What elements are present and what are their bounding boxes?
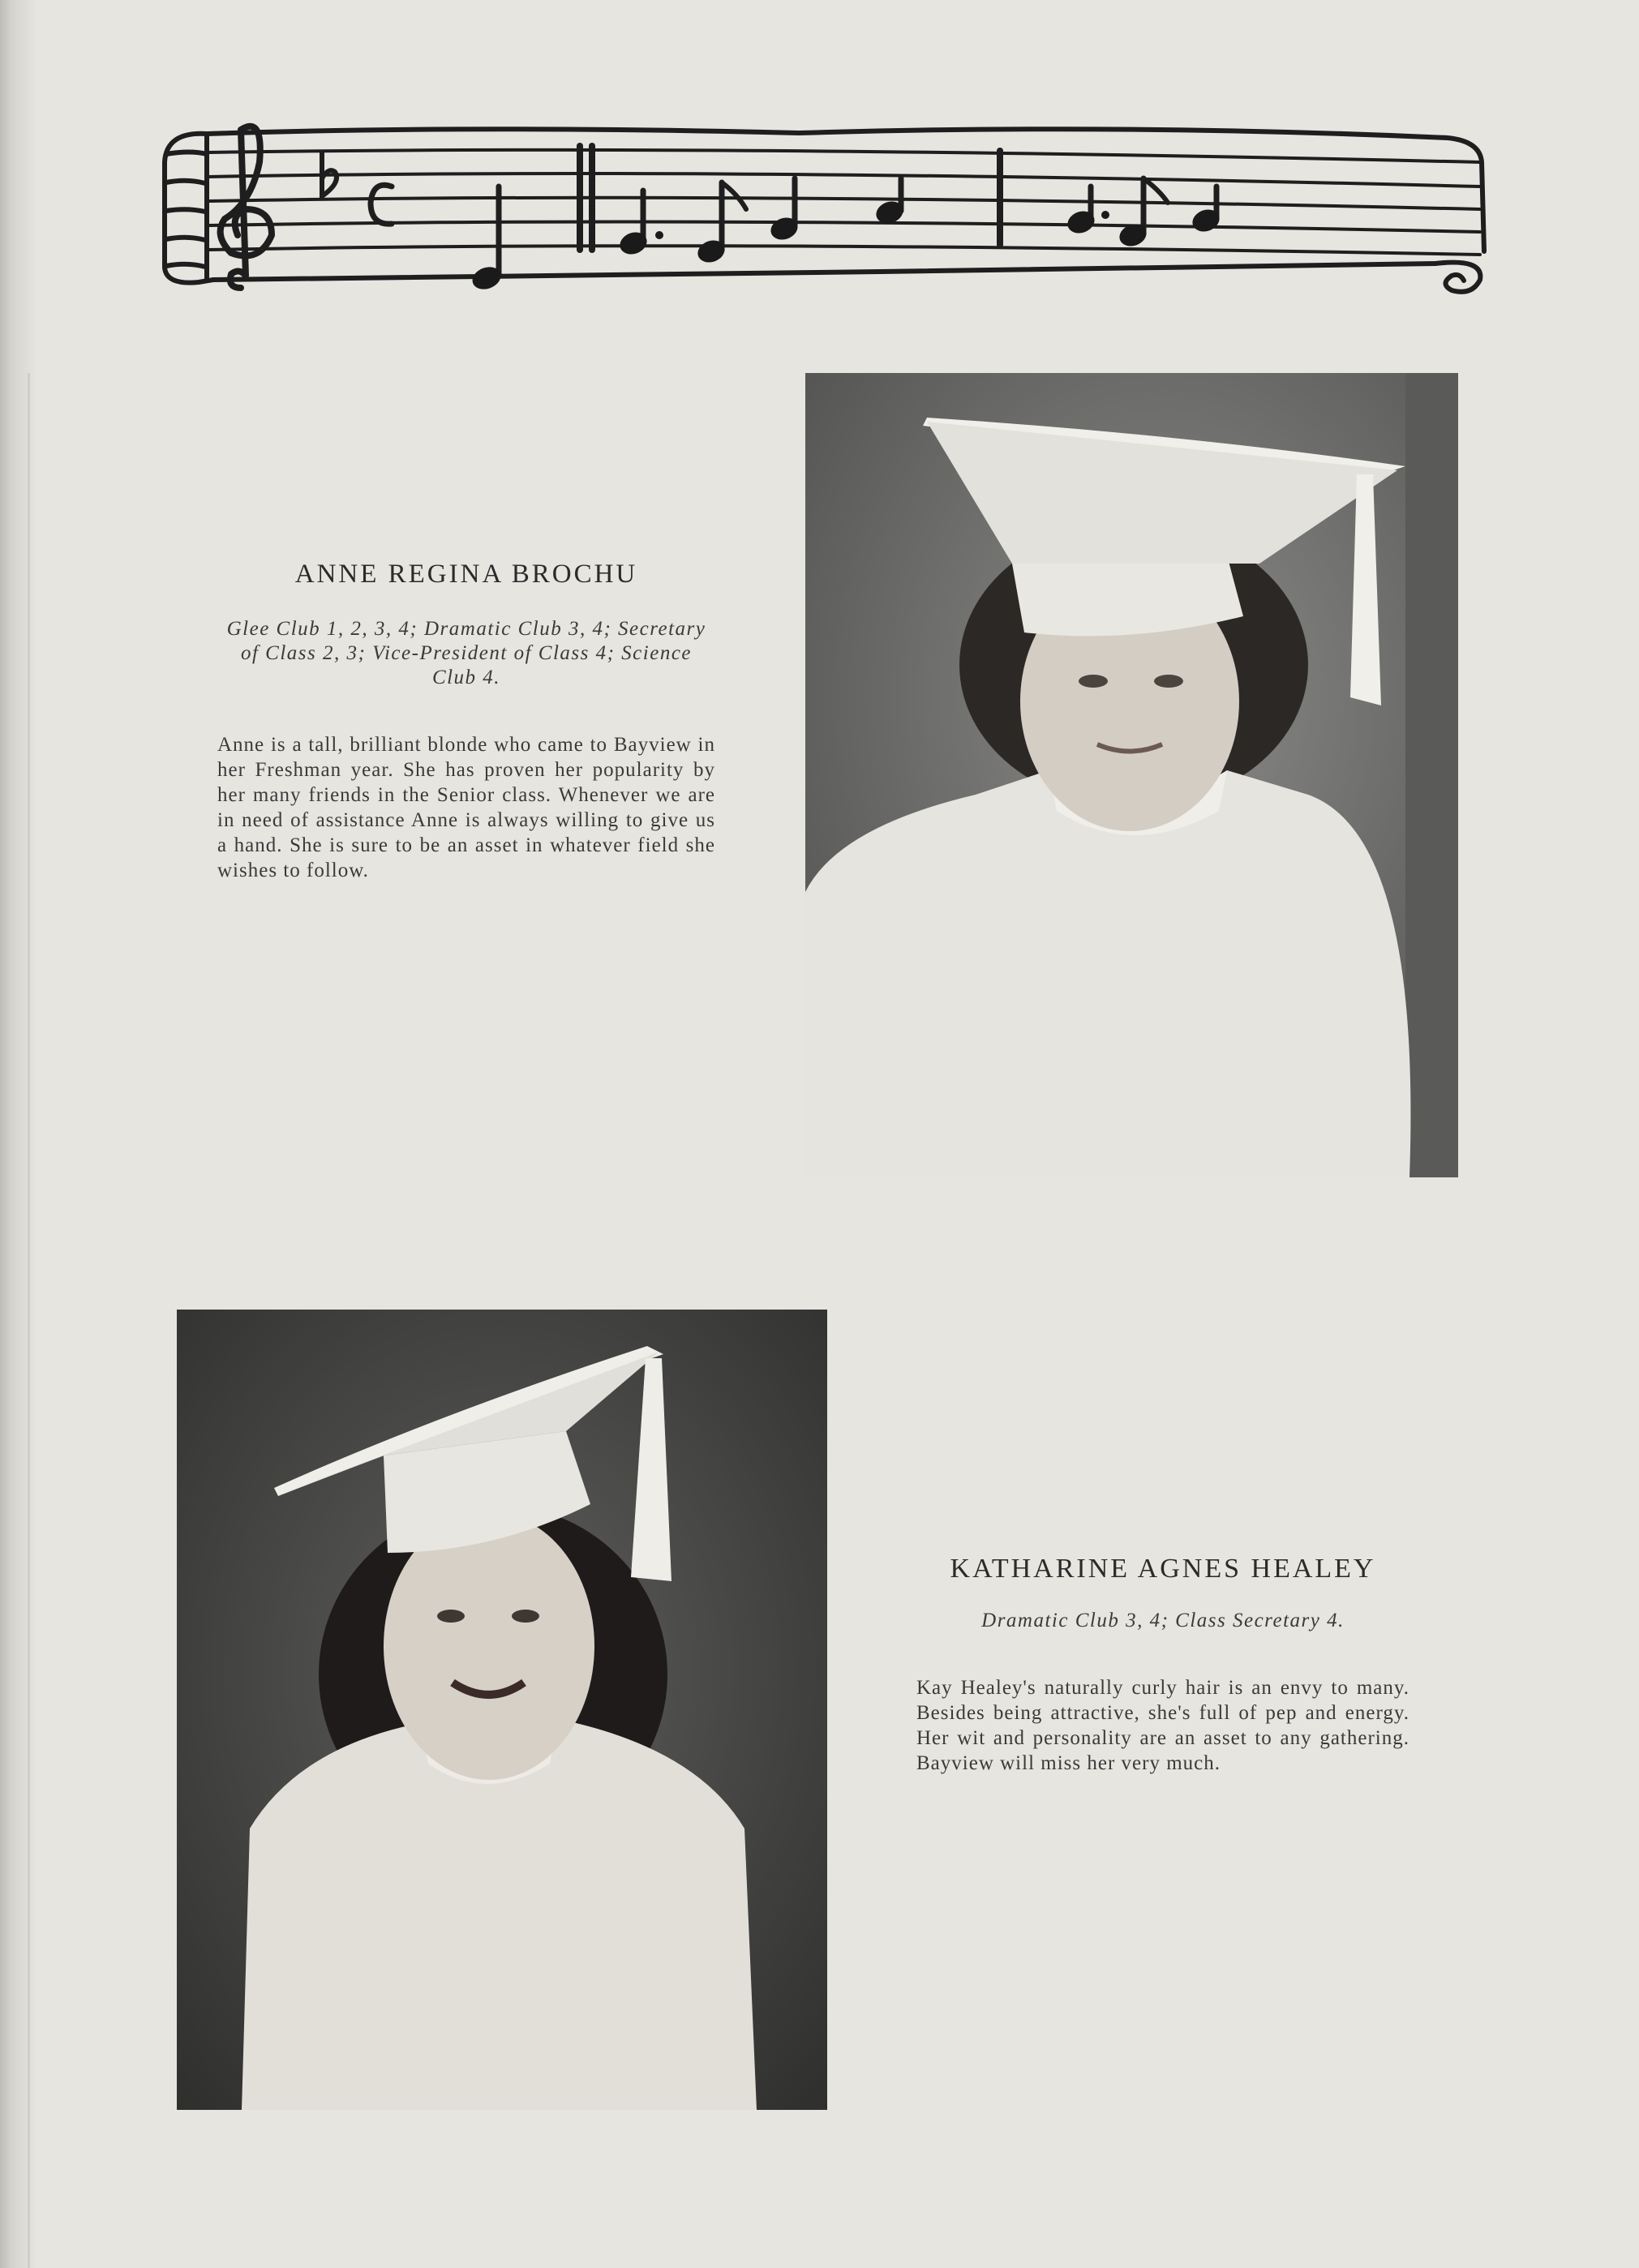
portrait-photo-katharine-healey xyxy=(177,1310,827,2110)
portrait-photo-anne-brochu xyxy=(805,373,1458,1177)
student-bio-anne-brochu xyxy=(217,559,715,883)
music-staff-banner xyxy=(150,114,1488,308)
student-activities: Dramatic Club 3, 4; Class Secretary 4. xyxy=(981,1610,1345,1631)
book-binding-edge xyxy=(0,0,37,2268)
student-description: Kay Healey's naturally curly hair is an envy to many. Besides being attractive, she's full of pep and energy. Her wit and personality are an asset to any gathering. Bayview will miss her very much. xyxy=(916,1677,1409,1774)
student-name: ANNE REGINA BROCHU xyxy=(294,559,638,589)
student-description: Anne is a tall, brilliant blonde who came to Bayview in her Freshman year. She has proven her popularity by her many friends in the Senior class. Whenever we are in need of assistance Anne is always willing to give us a hand. She is sure to be an asset in whatever field she wishes to follow. xyxy=(217,734,715,881)
student-bio-katharine-healey xyxy=(916,1554,1409,1776)
graduate-portrait-icon xyxy=(805,373,1458,1177)
music-staff-scroll-icon xyxy=(150,114,1488,308)
student-name: KATHARINE AGNES HEALEY xyxy=(950,1554,1376,1584)
graduate-portrait-icon xyxy=(177,1310,827,2110)
student-activities: Glee Club 1, 2, 3, 4; Dramatic Club 3, 4; Secretary of Class 2, 3; Vice-President of Class 4; Science Club 4. xyxy=(226,618,706,688)
